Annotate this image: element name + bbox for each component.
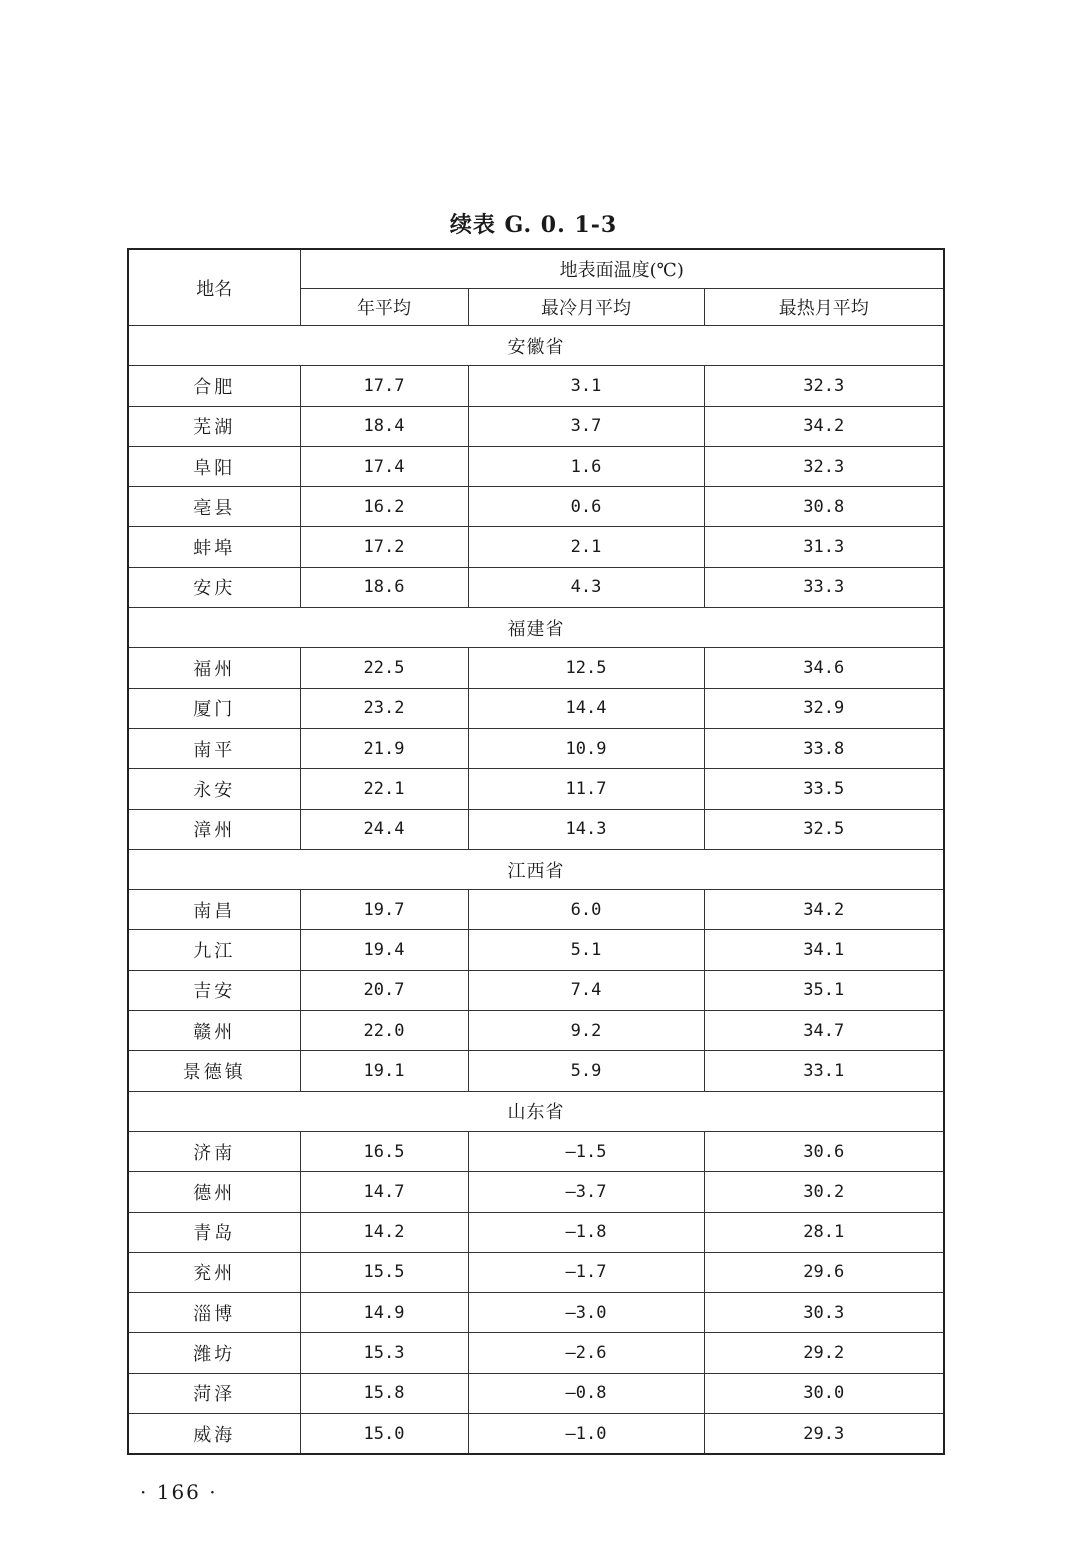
table-header xyxy=(128,249,944,326)
table-row xyxy=(128,1131,944,1171)
hottest-month-mean: 35.1 xyxy=(704,970,944,1010)
table-row xyxy=(128,1252,944,1292)
hottest-month-mean: 32.9 xyxy=(704,688,944,728)
annual-mean: 20.7 xyxy=(300,970,468,1010)
table-row xyxy=(128,648,944,688)
hottest-month-mean: 34.2 xyxy=(704,406,944,446)
table-row xyxy=(128,1293,944,1333)
coldest-month-mean: 3.7 xyxy=(468,406,704,446)
table-row xyxy=(128,567,944,607)
city-name: 济南 xyxy=(128,1131,300,1171)
header-coldest: 最冷月平均 xyxy=(468,289,704,326)
province-heading: 安徽省 xyxy=(128,326,944,366)
coldest-month-mean: 14.3 xyxy=(468,809,704,849)
coldest-month-mean: —3.0 xyxy=(468,1293,704,1333)
table-row xyxy=(128,406,944,446)
coldest-month-mean: —2.6 xyxy=(468,1333,704,1373)
hottest-month-mean: 31.3 xyxy=(704,527,944,567)
coldest-month-mean: —1.5 xyxy=(468,1131,704,1171)
header-ground-temp: 地表面温度(℃) xyxy=(300,249,944,289)
table-row xyxy=(128,809,944,849)
annual-mean: 15.8 xyxy=(300,1373,468,1413)
hottest-month-mean: 34.6 xyxy=(704,648,944,688)
city-name: 吉安 xyxy=(128,970,300,1010)
province-row xyxy=(128,1091,944,1131)
hottest-month-mean: 33.5 xyxy=(704,769,944,809)
table-row xyxy=(128,487,944,527)
annual-mean: 22.5 xyxy=(300,648,468,688)
city-name: 南平 xyxy=(128,728,300,768)
coldest-month-mean: 0.6 xyxy=(468,487,704,527)
city-name: 景德镇 xyxy=(128,1051,300,1091)
table-row xyxy=(128,1172,944,1212)
annual-mean: 17.4 xyxy=(300,446,468,486)
hottest-month-mean: 34.7 xyxy=(704,1011,944,1051)
table-row xyxy=(128,1212,944,1252)
table-row xyxy=(128,1373,944,1413)
table-row xyxy=(128,1011,944,1051)
table-row xyxy=(128,527,944,567)
table-row xyxy=(128,446,944,486)
coldest-month-mean: 4.3 xyxy=(468,567,704,607)
coldest-month-mean: —1.8 xyxy=(468,1212,704,1252)
table-row xyxy=(128,930,944,970)
coldest-month-mean: 2.1 xyxy=(468,527,704,567)
hottest-month-mean: 28.1 xyxy=(704,1212,944,1252)
hottest-month-mean: 32.3 xyxy=(704,366,944,406)
city-name: 厦门 xyxy=(128,688,300,728)
city-name: 德州 xyxy=(128,1172,300,1212)
temperature-table xyxy=(127,248,945,1455)
hottest-month-mean: 34.2 xyxy=(704,890,944,930)
city-name: 合肥 xyxy=(128,366,300,406)
city-name: 赣州 xyxy=(128,1011,300,1051)
hottest-month-mean: 29.2 xyxy=(704,1333,944,1373)
header-annual: 年平均 xyxy=(300,289,468,326)
province-row xyxy=(128,326,944,366)
annual-mean: 16.2 xyxy=(300,487,468,527)
hottest-month-mean: 34.1 xyxy=(704,930,944,970)
annual-mean: 15.3 xyxy=(300,1333,468,1373)
annual-mean: 16.5 xyxy=(300,1131,468,1171)
header-hottest: 最热月平均 xyxy=(704,289,944,326)
annual-mean: 22.1 xyxy=(300,769,468,809)
table-row xyxy=(128,1051,944,1091)
hottest-month-mean: 33.8 xyxy=(704,728,944,768)
coldest-month-mean: 1.6 xyxy=(468,446,704,486)
annual-mean: 22.0 xyxy=(300,1011,468,1051)
city-name: 阜阳 xyxy=(128,446,300,486)
annual-mean: 21.9 xyxy=(300,728,468,768)
coldest-month-mean: 10.9 xyxy=(468,728,704,768)
header-place: 地名 xyxy=(128,249,300,326)
table-row xyxy=(128,1333,944,1373)
coldest-month-mean: 9.2 xyxy=(468,1011,704,1051)
coldest-month-mean: 7.4 xyxy=(468,970,704,1010)
city-name: 威海 xyxy=(128,1414,300,1455)
city-name: 淄博 xyxy=(128,1293,300,1333)
province-row xyxy=(128,608,944,648)
table-row xyxy=(128,890,944,930)
table-row xyxy=(128,366,944,406)
annual-mean: 19.1 xyxy=(300,1051,468,1091)
annual-mean: 18.4 xyxy=(300,406,468,446)
table-row xyxy=(128,728,944,768)
annual-mean: 14.2 xyxy=(300,1212,468,1252)
city-name: 菏泽 xyxy=(128,1373,300,1413)
table-row xyxy=(128,970,944,1010)
province-heading: 山东省 xyxy=(128,1091,944,1131)
table-row xyxy=(128,769,944,809)
hottest-month-mean: 33.1 xyxy=(704,1051,944,1091)
coldest-month-mean: 6.0 xyxy=(468,890,704,930)
table-body xyxy=(128,326,944,1455)
province-heading: 江西省 xyxy=(128,849,944,889)
annual-mean: 18.6 xyxy=(300,567,468,607)
coldest-month-mean: —3.7 xyxy=(468,1172,704,1212)
coldest-month-mean: 5.1 xyxy=(468,930,704,970)
coldest-month-mean: 14.4 xyxy=(468,688,704,728)
city-name: 芜湖 xyxy=(128,406,300,446)
hottest-month-mean: 30.8 xyxy=(704,487,944,527)
annual-mean: 15.0 xyxy=(300,1414,468,1455)
province-row xyxy=(128,849,944,889)
hottest-month-mean: 29.6 xyxy=(704,1252,944,1292)
page-number: · 166 · xyxy=(140,1480,218,1504)
city-name: 福州 xyxy=(128,648,300,688)
annual-mean: 17.7 xyxy=(300,366,468,406)
coldest-month-mean: —1.7 xyxy=(468,1252,704,1292)
city-name: 九江 xyxy=(128,930,300,970)
annual-mean: 14.9 xyxy=(300,1293,468,1333)
annual-mean: 23.2 xyxy=(300,688,468,728)
hottest-month-mean: 30.6 xyxy=(704,1131,944,1171)
annual-mean: 19.4 xyxy=(300,930,468,970)
city-name: 青岛 xyxy=(128,1212,300,1252)
hottest-month-mean: 32.5 xyxy=(704,809,944,849)
city-name: 兖州 xyxy=(128,1252,300,1292)
table-row xyxy=(128,1414,944,1455)
city-name: 永安 xyxy=(128,769,300,809)
table-row xyxy=(128,688,944,728)
annual-mean: 15.5 xyxy=(300,1252,468,1292)
city-name: 南昌 xyxy=(128,890,300,930)
hottest-month-mean: 30.0 xyxy=(704,1373,944,1413)
coldest-month-mean: —1.0 xyxy=(468,1414,704,1455)
city-name: 漳州 xyxy=(128,809,300,849)
annual-mean: 14.7 xyxy=(300,1172,468,1212)
annual-mean: 24.4 xyxy=(300,809,468,849)
province-heading: 福建省 xyxy=(128,608,944,648)
hottest-month-mean: 29.3 xyxy=(704,1414,944,1455)
hottest-month-mean: 32.3 xyxy=(704,446,944,486)
annual-mean: 19.7 xyxy=(300,890,468,930)
annual-mean: 17.2 xyxy=(300,527,468,567)
hottest-month-mean: 30.3 xyxy=(704,1293,944,1333)
coldest-month-mean: 11.7 xyxy=(468,769,704,809)
coldest-month-mean: 5.9 xyxy=(468,1051,704,1091)
coldest-month-mean: —0.8 xyxy=(468,1373,704,1413)
city-name: 亳县 xyxy=(128,487,300,527)
city-name: 潍坊 xyxy=(128,1333,300,1373)
hottest-month-mean: 33.3 xyxy=(704,567,944,607)
city-name: 安庆 xyxy=(128,567,300,607)
hottest-month-mean: 30.2 xyxy=(704,1172,944,1212)
coldest-month-mean: 3.1 xyxy=(468,366,704,406)
city-name: 蚌埠 xyxy=(128,527,300,567)
coldest-month-mean: 12.5 xyxy=(468,648,704,688)
table-caption: 续表 G. 0. 1-3 xyxy=(449,212,618,238)
